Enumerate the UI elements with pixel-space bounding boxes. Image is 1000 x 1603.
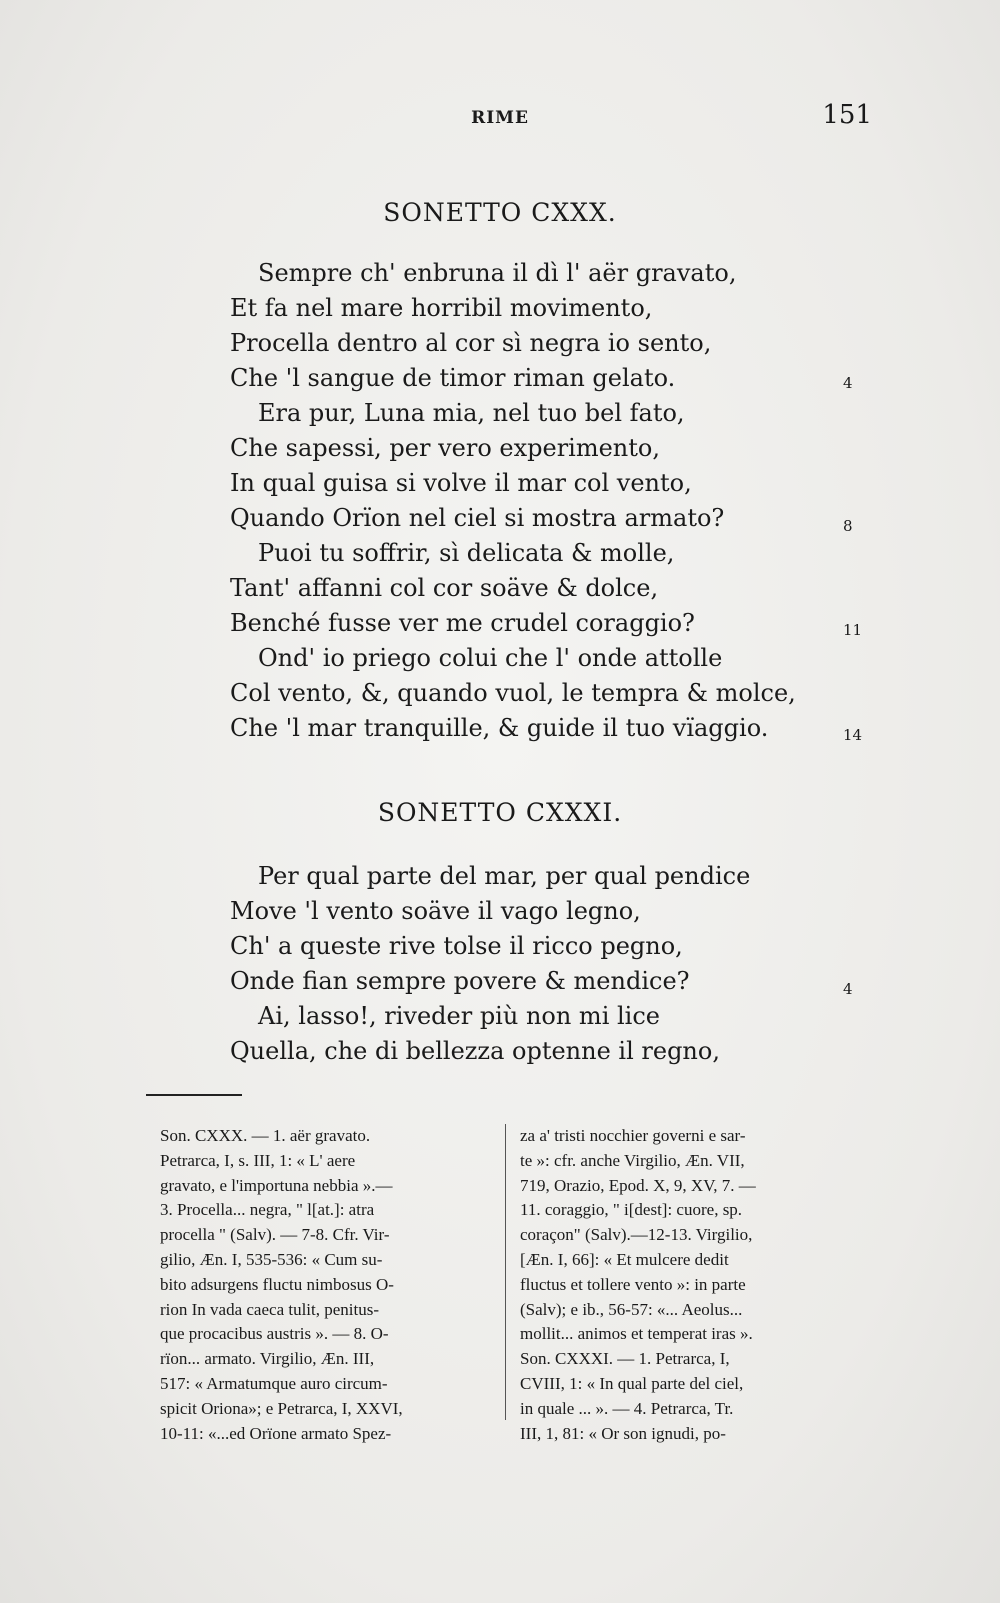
verse-line: Benché fusse ver me crudel coraggio? bbox=[230, 609, 695, 637]
footnote-line: 517: « Armatumque auro circum- bbox=[160, 1373, 388, 1393]
verse-line: Tant' affanni col cor soäve & dolce, bbox=[230, 574, 659, 602]
footnote-line: te »: cfr. anche Virgilio, Æn. VII, bbox=[520, 1150, 745, 1170]
verse-line: Procella dentro al cor sì negra io sento, bbox=[230, 329, 712, 357]
footnote-line: CVIII, 1: « In qual parte del ciel, bbox=[520, 1373, 744, 1393]
footnote-line: rion In vada caeca tulit, penitus- bbox=[160, 1299, 380, 1319]
footnote-line: Petrarca, I, s. III, 1: « L' aere bbox=[160, 1150, 356, 1170]
line-number: 11 bbox=[843, 621, 863, 639]
line-number: 4 bbox=[843, 374, 853, 392]
verse-line: Puoi tu soffrir, sì delicata & molle, bbox=[258, 539, 675, 567]
verse-line: Onde fian sempre povere & mendice? bbox=[230, 967, 690, 995]
footnote-line: bito adsurgens fluctu nimbosus O- bbox=[160, 1274, 394, 1294]
verse-line: Quella, che di bellezza optenne il regno, bbox=[230, 1037, 720, 1065]
footnote-line: coraçon" (Salv).—12-13. Virgilio, bbox=[520, 1225, 753, 1245]
verse-line: In qual guisa si volve il mar col vento, bbox=[230, 469, 692, 497]
footnote-line: Son. CXXX. — 1. aër gravato. bbox=[160, 1126, 371, 1145]
line-number: 8 bbox=[843, 517, 853, 535]
footnote-line: 11. coraggio, " i[dest]: cuore, sp. bbox=[520, 1200, 743, 1220]
verse-line: Che sapessi, per vero experimento, bbox=[230, 434, 660, 462]
footnote-line: (Salv); e ib., 56-57: «... Aeolus... bbox=[520, 1299, 743, 1319]
verse-line: Et fa nel mare horribil movimento, bbox=[230, 294, 653, 322]
verse-line: Ch' a queste rive tolse il ricco pegno, bbox=[230, 932, 683, 960]
verse-line: Ond' io priego colui che l' onde attolle bbox=[258, 644, 723, 672]
footnote-rule bbox=[146, 1094, 242, 1096]
footnote-line: gilio, Æn. I, 535-536: « Cum su- bbox=[160, 1249, 383, 1269]
footnote-line: 10-11: «...ed Orïone armato Spez- bbox=[160, 1423, 392, 1443]
verse-line: Quando Orïon nel ciel si mostra armato? bbox=[230, 504, 725, 532]
sonnet-130-title: SONETTO CXXX. bbox=[383, 198, 617, 227]
verse-line: Sempre ch' enbruna il dì l' aër gravato, bbox=[258, 259, 737, 287]
line-number: 4 bbox=[843, 980, 853, 998]
verse-line: Che 'l mar tranquille, & guide il tuo vïaggio. bbox=[230, 714, 769, 742]
footnote-line: fluctus et tollere vento »: in parte bbox=[520, 1274, 746, 1294]
footnotes-left-column bbox=[160, 1124, 496, 1446]
footnote-line: rïon... armato. Virgilio, Æn. III, bbox=[160, 1349, 375, 1369]
verse-line: Ai, lasso!, riveder più non mi lice bbox=[258, 1002, 660, 1030]
footnote-line: mollit... animos et temperat iras ». bbox=[520, 1324, 753, 1344]
footnote-line: que procacibus austris ». — 8. O- bbox=[160, 1324, 389, 1344]
footnote-line: za a' tristi nocchier governi e sar- bbox=[520, 1126, 746, 1145]
sonnet-131-title: SONETTO CXXXI. bbox=[377, 798, 623, 827]
page-number: 151 bbox=[822, 100, 872, 130]
verse-line: Era pur, Luna mia, nel tuo bel fato, bbox=[258, 399, 685, 427]
verse-line: Che 'l sangue de timor riman gelato. bbox=[230, 364, 676, 392]
footnote-line: III, 1, 81: « Or son ignudi, po- bbox=[520, 1423, 726, 1443]
footnote-line: [Æn. I, 66]: « Et mulcere dedit bbox=[520, 1249, 729, 1269]
footnote-line: spicit Oriona»; e Petrarca, I, XXVI, bbox=[160, 1398, 403, 1418]
footnote-line: Son. CXXXI. — 1. Petrarca, I, bbox=[520, 1349, 730, 1369]
footnote-line: procella " (Salv). — 7-8. Cfr. Vir- bbox=[160, 1225, 390, 1245]
footnote-line: 3. Procella... negra, " l[at.]: atra bbox=[160, 1200, 375, 1220]
footnotes-right-column bbox=[520, 1124, 862, 1446]
footnote-line: in quale ... ». — 4. Petrarca, Tr. bbox=[520, 1398, 734, 1418]
verse-line: Move 'l vento soäve il vago legno, bbox=[230, 897, 641, 925]
verse-line: Per qual parte del mar, per qual pendice bbox=[258, 862, 751, 890]
footnote-line: gravato, e l'importuna nebbia ».— bbox=[160, 1175, 393, 1195]
verse-line: Col vento, &, quando vuol, le tempra & molce, bbox=[230, 679, 796, 707]
footnote-line: 719, Orazio, Epod. X, 9, XV, 7. — bbox=[520, 1175, 756, 1195]
column-divider bbox=[505, 1124, 506, 1420]
line-number: 14 bbox=[843, 726, 863, 744]
running-title: RIME bbox=[471, 108, 529, 128]
